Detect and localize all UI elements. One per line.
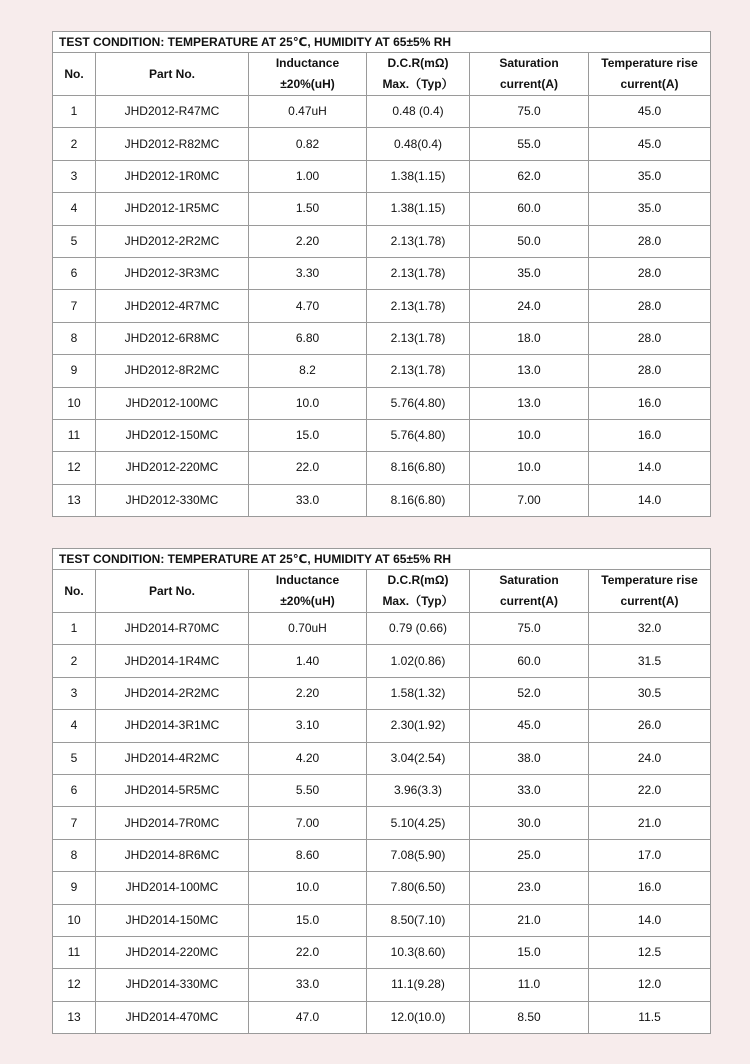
cell-no: 12 [53,452,96,484]
cell-no: 2 [53,645,96,677]
cell-no: 10 [53,904,96,936]
cell-dcr: 8.50(7.10) [367,904,470,936]
header-row [53,570,711,613]
cell-part-no: JHD2012-220MC [96,452,249,484]
cell-temperature-rise: 35.0 [589,193,711,225]
cell-dcr: 5.76(4.80) [367,387,470,419]
header-dcr [367,53,470,96]
cell-dcr: 3.04(2.54) [367,742,470,774]
cell-no: 10 [53,387,96,419]
cell-part-no: JHD2014-7R0MC [96,807,249,839]
table-row [53,225,711,257]
cell-dcr: 7.08(5.90) [367,839,470,871]
header-part-no: Part No. [96,570,249,613]
cell-temperature-rise: 28.0 [589,257,711,289]
table-row [53,969,711,1001]
cell-inductance: 10.0 [249,387,367,419]
cell-no: 6 [53,257,96,289]
cell-part-no: JHD2014-1R4MC [96,645,249,677]
cell-temperature-rise: 28.0 [589,355,711,387]
cell-inductance: 3.30 [249,257,367,289]
header-temperature-line1: Temperature rise [601,56,698,70]
header-temperature-line2: current(A) [620,77,679,91]
cell-part-no: JHD2014-5R5MC [96,774,249,806]
cell-inductance: 15.0 [249,419,367,451]
cell-temperature-rise: 14.0 [589,484,711,516]
header-no: No. [53,53,96,96]
table-row [53,128,711,160]
cell-saturation: 75.0 [470,96,589,128]
cell-dcr: 2.13(1.78) [367,355,470,387]
cell-part-no: JHD2012-R82MC [96,128,249,160]
test-condition-text: TEST CONDITION: TEMPERATURE AT 25℃, HUMIDITY AT 65±5% RH [53,32,711,53]
cell-part-no: JHD2012-6R8MC [96,322,249,354]
cell-saturation: 13.0 [470,355,589,387]
header-saturation-line1: Saturation [499,56,559,70]
header-inductance-line1: Inductance [275,56,340,70]
cell-inductance: 1.40 [249,645,367,677]
cell-temperature-rise: 26.0 [589,710,711,742]
cell-saturation: 33.0 [470,774,589,806]
cell-no: 13 [53,484,96,516]
header-dcr-line2: Max.（Typ） [382,77,454,91]
table-row [53,774,711,806]
cell-no: 3 [53,677,96,709]
cell-no: 2 [53,128,96,160]
cell-saturation: 10.0 [470,419,589,451]
table-row [53,96,711,128]
header-saturation-line2: current(A) [499,77,558,91]
header-saturation-line2: current(A) [499,594,558,608]
header-inductance-line2: ±20%(uH) [280,77,335,91]
header-part-no: Part No. [96,53,249,96]
cell-inductance: 6.80 [249,322,367,354]
cell-inductance: 33.0 [249,484,367,516]
table-row [53,904,711,936]
cell-part-no: JHD2012-150MC [96,419,249,451]
cell-part-no: JHD2014-2R2MC [96,677,249,709]
cell-dcr: 2.30(1.92) [367,710,470,742]
cell-saturation: 55.0 [470,128,589,160]
header-inductance [249,570,367,613]
cell-no: 11 [53,419,96,451]
cell-inductance: 3.10 [249,710,367,742]
cell-dcr: 0.48 (0.4) [367,96,470,128]
cell-no: 12 [53,969,96,1001]
cell-saturation: 11.0 [470,969,589,1001]
cell-saturation: 24.0 [470,290,589,322]
cell-dcr: 12.0(10.0) [367,1001,470,1033]
cell-temperature-rise: 31.5 [589,645,711,677]
cell-dcr: 0.79 (0.66) [367,613,470,645]
cell-saturation: 30.0 [470,807,589,839]
cell-temperature-rise: 22.0 [589,774,711,806]
cell-dcr: 1.38(1.15) [367,193,470,225]
header-inductance [249,53,367,96]
cell-saturation: 35.0 [470,257,589,289]
cell-temperature-rise: 21.0 [589,807,711,839]
table-row [53,677,711,709]
header-dcr-line1: D.C.R(mΩ) [387,573,449,587]
cell-dcr: 2.13(1.78) [367,290,470,322]
cell-saturation: 7.00 [470,484,589,516]
cell-part-no: JHD2014-3R1MC [96,710,249,742]
cell-part-no: JHD2014-330MC [96,969,249,1001]
cell-saturation: 45.0 [470,710,589,742]
cell-dcr: 5.76(4.80) [367,419,470,451]
cell-inductance: 5.50 [249,774,367,806]
table-row [53,484,711,516]
cell-inductance: 2.20 [249,677,367,709]
cell-no: 4 [53,710,96,742]
cell-part-no: JHD2014-4R2MC [96,742,249,774]
spec-table-jhd2014 [52,548,711,1034]
cell-temperature-rise: 28.0 [589,290,711,322]
table-row [53,872,711,904]
cell-dcr: 1.58(1.32) [367,677,470,709]
cell-part-no: JHD2012-3R3MC [96,257,249,289]
cell-temperature-rise: 12.5 [589,936,711,968]
cell-temperature-rise: 14.0 [589,452,711,484]
cell-inductance: 2.20 [249,225,367,257]
table-row [53,257,711,289]
header-saturation [470,53,589,96]
header-temperature-rise [589,570,711,613]
header-no: No. [53,570,96,613]
cell-no: 8 [53,322,96,354]
table-row [53,290,711,322]
cell-inductance: 22.0 [249,936,367,968]
cell-saturation: 60.0 [470,193,589,225]
table-row [53,419,711,451]
header-inductance-line2: ±20%(uH) [280,594,335,608]
table-row [53,322,711,354]
header-saturation [470,570,589,613]
cell-dcr: 2.13(1.78) [367,257,470,289]
cell-part-no: JHD2012-8R2MC [96,355,249,387]
cell-temperature-rise: 28.0 [589,322,711,354]
cell-inductance: 47.0 [249,1001,367,1033]
cell-inductance: 22.0 [249,452,367,484]
cell-saturation: 52.0 [470,677,589,709]
cell-inductance: 0.70uH [249,613,367,645]
cell-temperature-rise: 16.0 [589,419,711,451]
cell-no: 4 [53,193,96,225]
cell-saturation: 60.0 [470,645,589,677]
cell-saturation: 21.0 [470,904,589,936]
cell-dcr: 3.96(3.3) [367,774,470,806]
cell-saturation: 23.0 [470,872,589,904]
cell-temperature-rise: 16.0 [589,387,711,419]
table-row [53,160,711,192]
cell-saturation: 75.0 [470,613,589,645]
cell-dcr: 8.16(6.80) [367,452,470,484]
table-row [53,807,711,839]
test-condition-row [53,32,711,53]
cell-saturation: 15.0 [470,936,589,968]
cell-inductance: 1.00 [249,160,367,192]
cell-dcr: 8.16(6.80) [367,484,470,516]
cell-saturation: 62.0 [470,160,589,192]
cell-part-no: JHD2012-2R2MC [96,225,249,257]
header-row [53,53,711,96]
cell-dcr: 10.3(8.60) [367,936,470,968]
test-condition-text: TEST CONDITION: TEMPERATURE AT 25℃, HUMIDITY AT 65±5% RH [53,549,711,570]
cell-dcr: 5.10(4.25) [367,807,470,839]
cell-temperature-rise: 30.5 [589,677,711,709]
cell-no: 9 [53,355,96,387]
cell-no: 13 [53,1001,96,1033]
cell-dcr: 7.80(6.50) [367,872,470,904]
cell-inductance: 15.0 [249,904,367,936]
cell-part-no: JHD2012-100MC [96,387,249,419]
cell-part-no: JHD2014-8R6MC [96,839,249,871]
cell-temperature-rise: 35.0 [589,160,711,192]
table-row [53,1001,711,1033]
cell-dcr: 2.13(1.78) [367,225,470,257]
cell-no: 7 [53,290,96,322]
cell-temperature-rise: 12.0 [589,969,711,1001]
cell-temperature-rise: 45.0 [589,96,711,128]
cell-part-no: JHD2014-220MC [96,936,249,968]
header-temperature-line2: current(A) [620,594,679,608]
cell-part-no: JHD2012-330MC [96,484,249,516]
header-saturation-line1: Saturation [499,573,559,587]
cell-temperature-rise: 14.0 [589,904,711,936]
cell-temperature-rise: 24.0 [589,742,711,774]
cell-part-no: JHD2012-1R0MC [96,160,249,192]
cell-saturation: 25.0 [470,839,589,871]
cell-no: 7 [53,807,96,839]
cell-no: 6 [53,774,96,806]
table-row [53,387,711,419]
cell-dcr: 0.48(0.4) [367,128,470,160]
table-row [53,710,711,742]
header-dcr-line2: Max.（Typ） [382,594,454,608]
cell-dcr: 1.38(1.15) [367,160,470,192]
cell-part-no: JHD2014-100MC [96,872,249,904]
cell-saturation: 18.0 [470,322,589,354]
cell-part-no: JHD2012-1R5MC [96,193,249,225]
cell-inductance: 33.0 [249,969,367,1001]
table-body [53,613,711,1034]
cell-dcr: 2.13(1.78) [367,322,470,354]
header-temperature-rise [589,53,711,96]
table-row [53,645,711,677]
header-dcr [367,570,470,613]
table-body [53,96,711,517]
cell-inductance: 1.50 [249,193,367,225]
cell-inductance: 0.82 [249,128,367,160]
cell-saturation: 13.0 [470,387,589,419]
cell-no: 1 [53,96,96,128]
cell-inductance: 4.70 [249,290,367,322]
cell-no: 11 [53,936,96,968]
cell-dcr: 1.02(0.86) [367,645,470,677]
cell-temperature-rise: 17.0 [589,839,711,871]
cell-inductance: 4.20 [249,742,367,774]
cell-no: 8 [53,839,96,871]
table-row [53,193,711,225]
cell-part-no: JHD2014-150MC [96,904,249,936]
cell-inductance: 0.47uH [249,96,367,128]
cell-part-no: JHD2012-R47MC [96,96,249,128]
spec-table-jhd2012 [52,31,711,517]
cell-temperature-rise: 16.0 [589,872,711,904]
cell-saturation: 38.0 [470,742,589,774]
cell-saturation: 8.50 [470,1001,589,1033]
cell-inductance: 7.00 [249,807,367,839]
cell-no: 5 [53,225,96,257]
table-row [53,936,711,968]
header-dcr-line1: D.C.R(mΩ) [387,56,449,70]
table-row [53,839,711,871]
cell-inductance: 10.0 [249,872,367,904]
test-condition-row [53,549,711,570]
cell-part-no: JHD2014-R70MC [96,613,249,645]
cell-saturation: 10.0 [470,452,589,484]
cell-temperature-rise: 32.0 [589,613,711,645]
cell-temperature-rise: 45.0 [589,128,711,160]
cell-no: 5 [53,742,96,774]
table-row [53,613,711,645]
table-row [53,355,711,387]
cell-part-no: JHD2014-470MC [96,1001,249,1033]
cell-no: 1 [53,613,96,645]
header-temperature-line1: Temperature rise [601,573,698,587]
cell-no: 3 [53,160,96,192]
cell-inductance: 8.60 [249,839,367,871]
cell-saturation: 50.0 [470,225,589,257]
cell-no: 9 [53,872,96,904]
table-row [53,452,711,484]
cell-dcr: 11.1(9.28) [367,969,470,1001]
cell-temperature-rise: 11.5 [589,1001,711,1033]
header-inductance-line1: Inductance [275,573,340,587]
cell-inductance: 8.2 [249,355,367,387]
table-row [53,742,711,774]
cell-part-no: JHD2012-4R7MC [96,290,249,322]
cell-temperature-rise: 28.0 [589,225,711,257]
